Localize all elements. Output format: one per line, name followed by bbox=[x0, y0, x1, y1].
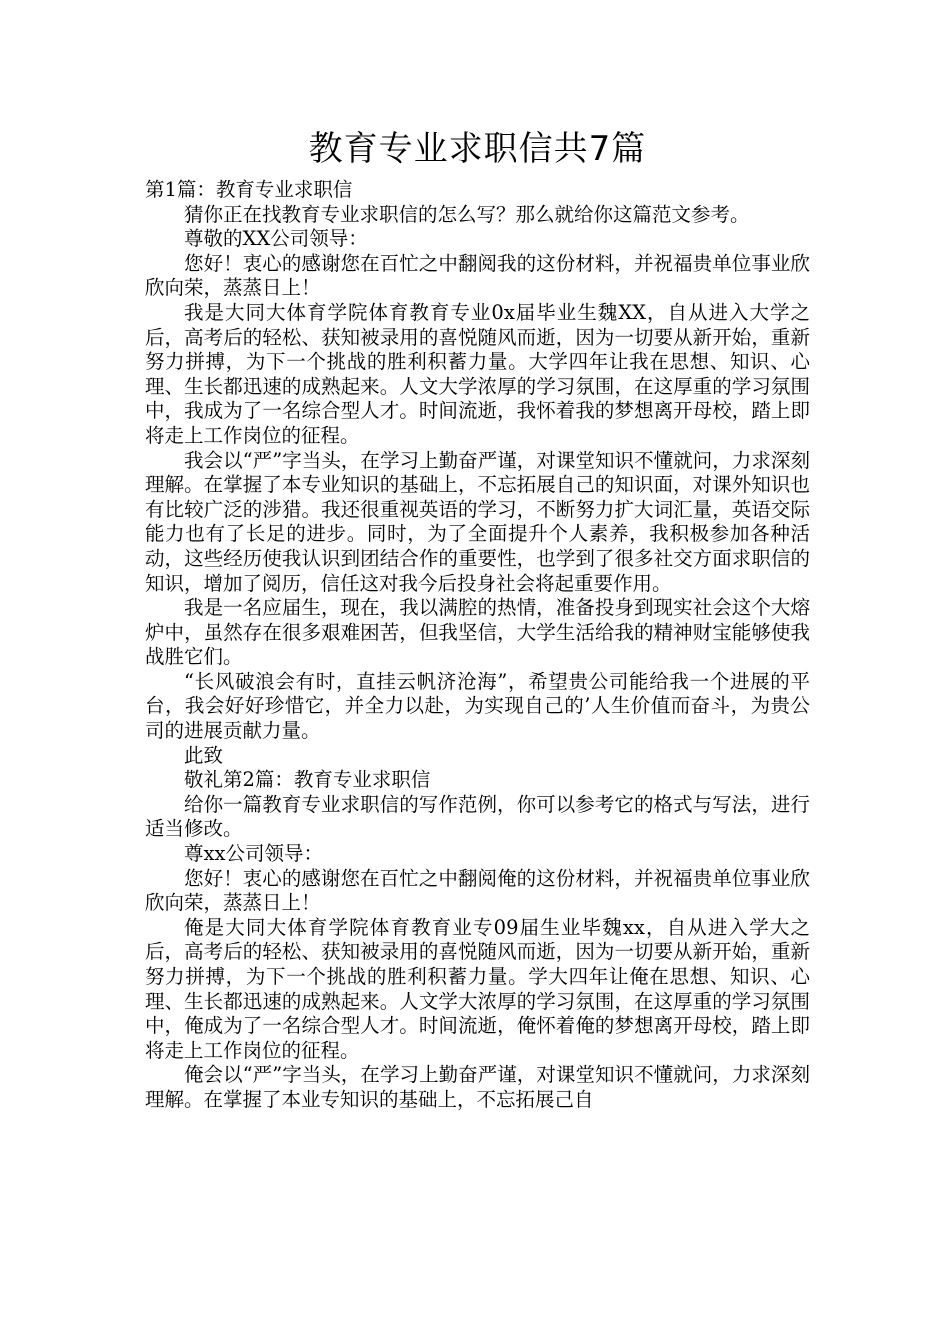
section-heading-1: 第1篇：教育专业求职信 bbox=[145, 178, 353, 201]
document-title: 教育专业求职信共7篇 bbox=[308, 129, 647, 169]
paragraph-body: 我是一名应届生，现在，我以满腔的热情，准备投身到现实社会这个大熔炉中，虽然存在很多艰难困苦，但我坚信，大学生活给我的精神财宝能够使我战胜它们。 bbox=[145, 596, 810, 669]
paragraph-body: “长风破浪会有时，直挂云帆济沧海”，希望贵公司能给我一个进展的平台，我会好好珍惜它，并全力以赴，为实现自己的’人生价值而奋斗，为贵公司的进展贡献力量。 bbox=[145, 669, 810, 743]
section-heading-2: 敬礼第2篇：教育专业求职信 bbox=[184, 768, 431, 792]
paragraph-intro: 给你一篇教育专业求职信的写作范例，你可以参考它的格式与写法，进行适当修改。 bbox=[145, 792, 810, 841]
paragraph-body: 俺是大同大体育学院体育教育业专09届生业毕魏xx，自从进入学大之后，高考后的轻松、获知被录用的喜悦随风而逝，因为一切要从新开始，重新努力拼搏，为下一个挑战的胜利积蓄力量。学大四年让俺在思想、知识、心理、生长都迅速的成熟起来。人文学大浓厚的学习氛围，在这厚重的学习氛围中，俺成为了一名综合型人才。时间流逝，俺怀着俺的梦想离开母校，踏上即将走上工作岗位的征程。 bbox=[145, 915, 810, 1062]
paragraph-salutation: 尊敬的XX公司领导： bbox=[184, 227, 368, 251]
paragraph-body: 我会以“严”字当头，在学习上勤奋严谨，对课堂知识不懂就问，力求深刻理解。在掌握了本专业知识的基础上，不忘拓展自己的知识面，对课外知识也有比较广泛的涉猎。我还很重视英语的学习，不断努力扩大词汇量，英语交际能力也有了长足的进步。同时，为了全面提升个人素养，我积极参加各种活动，这些经历使我认识到团结合作的重要性，也学到了很多社交方面求职信的知识，增加了阅历，信任这对我今后投身社会将起重要作用。 bbox=[145, 448, 810, 595]
paragraph-body: 我是大同大体育学院体育教育专业0x届毕业生魏XX，自从进入大学之后，高考后的轻松、获知被录用的喜悦随风而逝，因为一切要从新开始，重新努力拼搏，为下一个挑战的胜利积蓄力量。大学四年让我在思想、知识、心理、生长都迅速的成熟起来。人文大学浓厚的学习氛围，在这厚重的学习氛围中，我成为了一名综合型人才。时间流逝，我怀着我的梦想离开母校，踏上即将走上工作岗位的征程。 bbox=[145, 300, 810, 447]
paragraph-closing: 此致 bbox=[184, 743, 224, 767]
document-body bbox=[145, 126, 810, 1113]
paragraph-greeting: 您好！衷心的感谢您在百忙之中翻阅俺的这份材料，并祝福贵单位事业欣欣向荣，蒸蒸日上！ bbox=[145, 866, 810, 915]
paragraph-salutation: 尊xx公司领导： bbox=[184, 842, 323, 866]
paragraph-intro: 猜你正在找教育专业求职信的怎么写？那么就给你这篇范文参考。 bbox=[184, 202, 750, 226]
paragraph-greeting: 您好！衷心的感谢您在百忙之中翻阅我的这份材料，并祝福贵单位事业欣欣向荣，蒸蒸日上！ bbox=[145, 251, 810, 300]
paragraph-body: 俺会以“严”字当头，在学习上勤奋严谨，对课堂知识不懂就问，力求深刻理解。在掌握了本业专知识的基础上，不忘拓展己自 bbox=[145, 1063, 810, 1111]
